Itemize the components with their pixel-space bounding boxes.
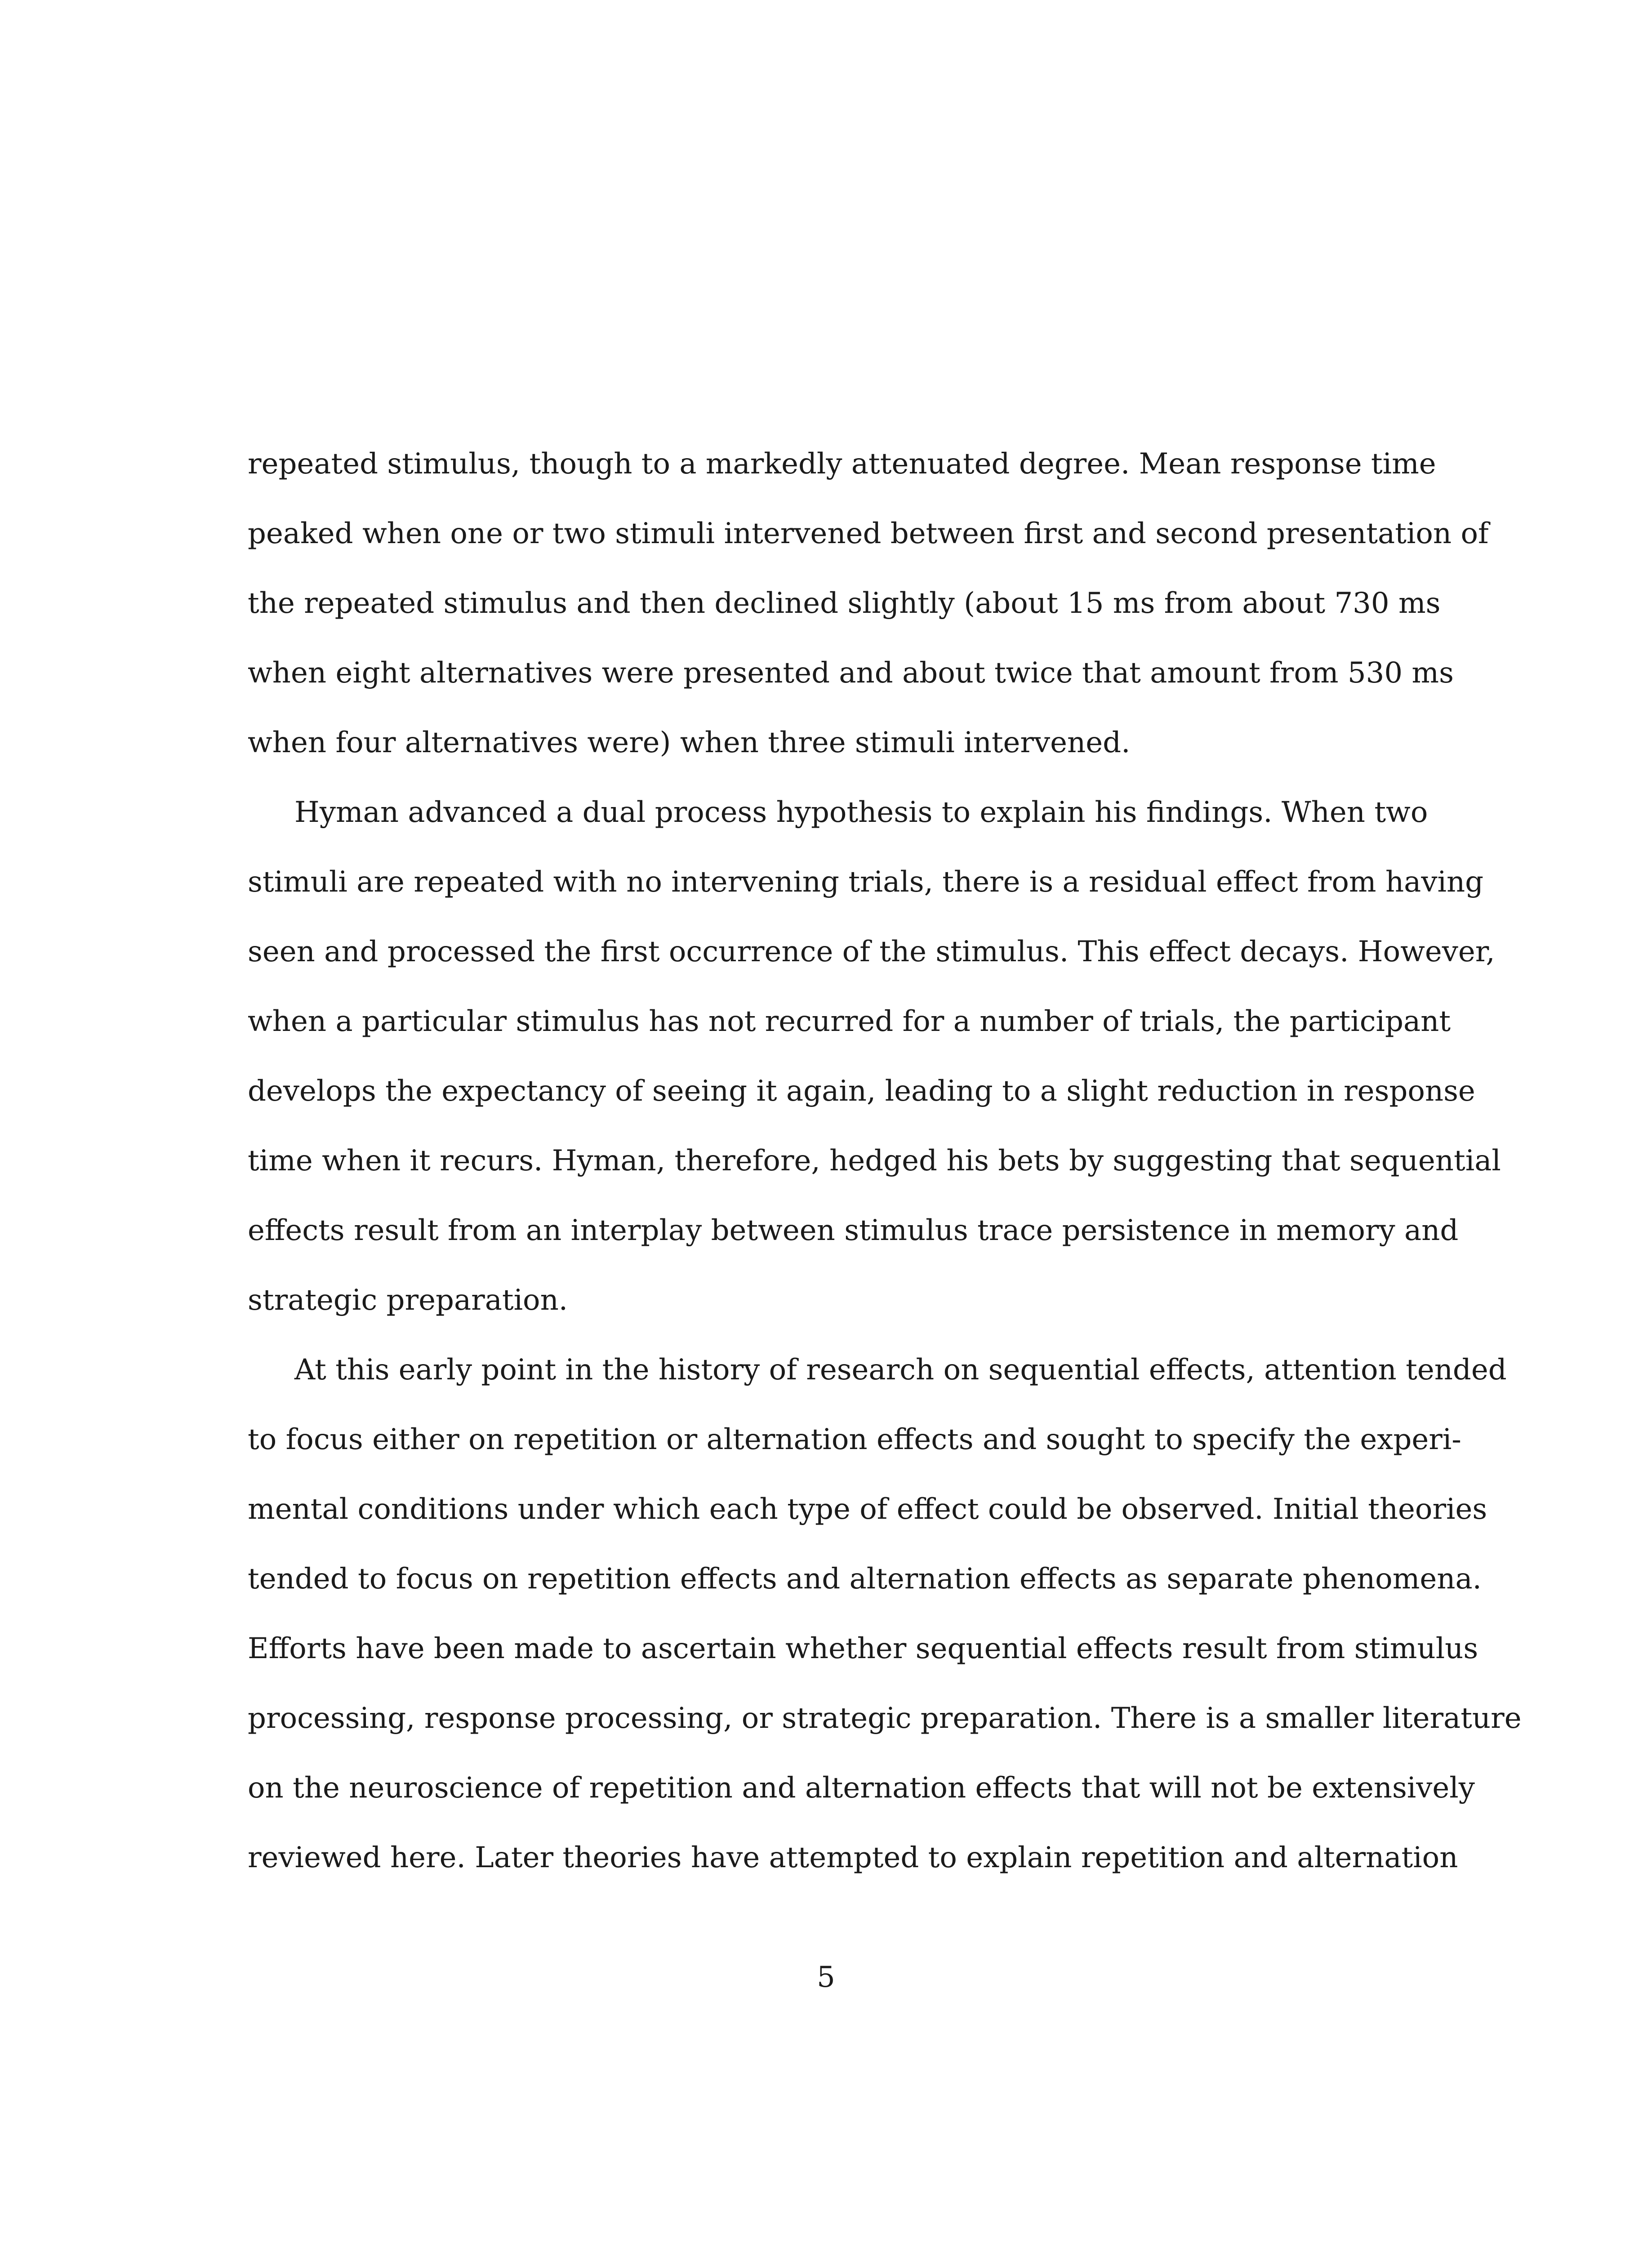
text-line: strategic preparation. <box>248 1284 568 1317</box>
text-line: seen and processed the first occurrence of the stimulus. This effect decays. However, <box>248 935 1495 968</box>
page-number: 5 <box>817 1961 835 1994</box>
text-line: develops the expectancy of seeing it again, leading to a slight reduction in response <box>248 1075 1475 1108</box>
text-line: At this early point in the history of research on sequential effects, attention tended <box>294 1353 1507 1387</box>
text-line: when eight alternatives were presented and about twice that amount from 530 ms <box>248 656 1454 690</box>
text-line: repeated stimulus, though to a markedly attenuated degree. Mean response time <box>248 447 1436 481</box>
text-line: Hyman advanced a dual process hypothesis to explain his findings. When two <box>294 796 1428 829</box>
text-line: the repeated stimulus and then declined slightly (about 15 ms from about 730 ms <box>248 587 1441 620</box>
text-line: effects result from an interplay between stimulus trace persistence in memory and <box>248 1214 1459 1247</box>
text-line: reviewed here. Later theories have attempted to explain repetition and alternation <box>248 1841 1458 1874</box>
text-line: when a particular stimulus has not recurred for a number of trials, the participant <box>248 1005 1451 1038</box>
text-line: Efforts have been made to ascertain whether sequential effects result from stimulus <box>248 1632 1478 1665</box>
text-line: on the neuroscience of repetition and alternation effects that will not be extensively <box>248 1771 1475 1805</box>
body-text <box>248 429 1522 1893</box>
text-line: to focus either on repetition or alternation effects and sought to specify the experi- <box>248 1423 1461 1456</box>
text-line: processing, response processing, or strategic preparation. There is a smaller literature <box>248 1702 1522 1735</box>
text-line: when four alternatives were) when three stimuli intervened. <box>248 726 1131 759</box>
text-line: mental conditions under which each type of effect could be observed. Initial theories <box>248 1493 1487 1526</box>
text-line: tended to focus on repetition effects and alternation effects as separate phenomena. <box>248 1562 1482 1596</box>
text-line: stimuli are repeated with no intervening trials, there is a residual effect from having <box>248 865 1484 899</box>
text-line: time when it recurs. Hyman, therefore, hedged his bets by suggesting that sequential <box>248 1144 1501 1178</box>
text-line: peaked when one or two stimuli intervened between first and second presentation of <box>248 517 1489 550</box>
